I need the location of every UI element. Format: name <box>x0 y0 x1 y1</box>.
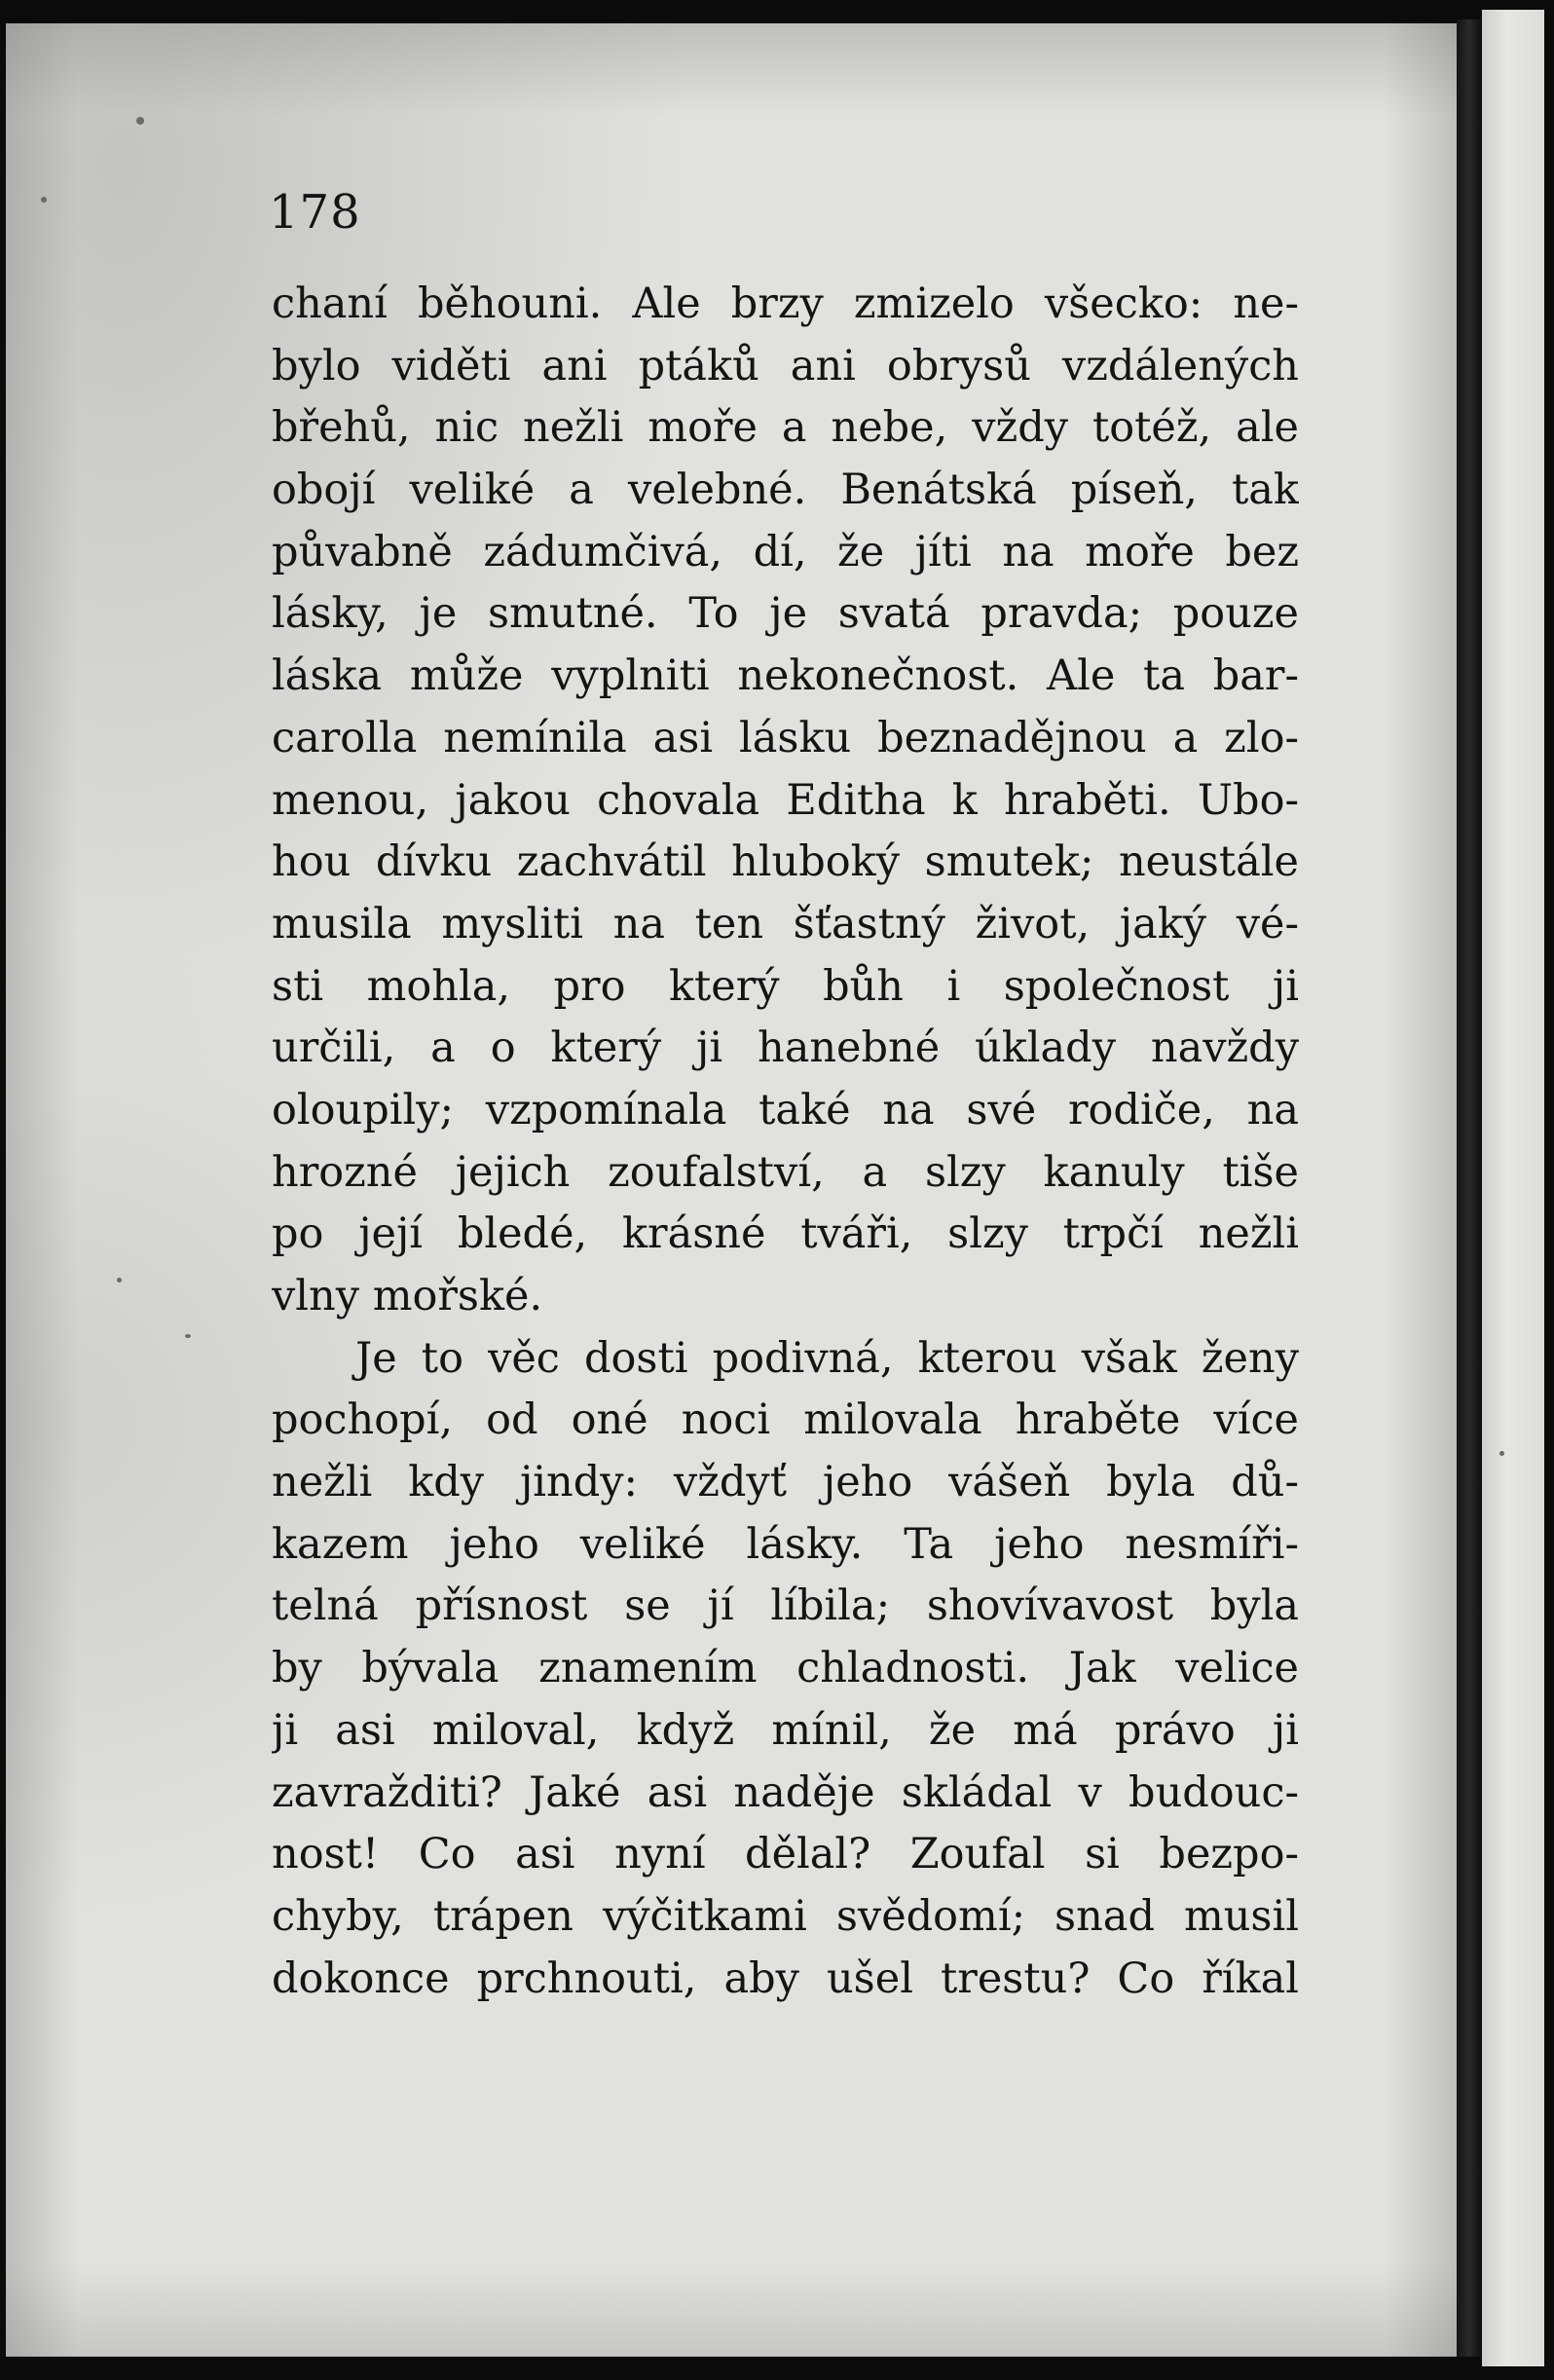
text-line: zavražditi? Jaké asi naděje skládal v budouc- <box>272 1767 1299 1817</box>
text-line: sti mohla, pro který bůh i společnost ji <box>272 961 1299 1011</box>
paper-speck <box>136 117 144 125</box>
text-line: carolla nemínila asi lásku beznadějnou a zlo- <box>272 713 1299 762</box>
paragraph-first-line: Je to věc dosti podivná, kterou však ženy <box>355 1333 1299 1383</box>
text-line: po její bledé, krásné tváři, slzy trpčí nežli <box>272 1209 1299 1259</box>
paragraph-end-line: vlny mořské. <box>272 1272 543 1320</box>
paper-speck <box>41 197 47 203</box>
text-line: menou, jakou chovala Editha k hraběti. Ubo- <box>272 775 1299 825</box>
text-line: obojí veliké a velebné. Benátská píseň, tak <box>272 465 1299 515</box>
text-line: nost! Co asi nyní dělal? Zoufal si bezpo- <box>272 1830 1299 1879</box>
book-gutter <box>1457 19 1482 2357</box>
body-text <box>272 274 1299 2010</box>
text-line: nežli kdy jindy: vždyť jeho vášeň byla dů- <box>272 1458 1299 1507</box>
text-line: chaní běhouni. Ale brzy zmizelo všecko: ne- <box>272 279 1299 328</box>
page-number: 178 <box>269 185 361 240</box>
text-line: určili, a o který ji hanebné úklady navždy <box>272 1023 1299 1073</box>
text-line: pochopí, od oné noci milovala hraběte více <box>272 1395 1299 1445</box>
paper-speck <box>185 1334 191 1338</box>
text-line: ji asi miloval, když mínil, že má právo ji <box>272 1705 1299 1755</box>
text-line: musila mysliti na ten šťastný život, jaký vé- <box>272 899 1299 948</box>
adjacent-page-edge <box>1482 10 1544 2366</box>
paper-speck <box>117 1278 122 1283</box>
text-line: hou dívku zachvátil hluboký smutek; neustále <box>272 837 1299 887</box>
text-line: oloupily; vzpomínala také na své rodiče, na <box>272 1085 1299 1134</box>
text-line: chyby, trápen výčitkami svědomí; snad musil <box>272 1891 1299 1941</box>
text-line: dokonce prchnouti, aby ušel trestu? Co říkal <box>272 1953 1299 2003</box>
text-line: bylo viděti ani ptáků ani obrysů vzdálených <box>272 341 1299 390</box>
text-line: lásky, je smutné. To je svatá pravda; pouze <box>272 589 1299 639</box>
paper-speck <box>1499 1451 1504 1456</box>
text-line: by bývala znamením chladnosti. Jak velice <box>272 1644 1299 1693</box>
text-line: kazem jeho veliké lásky. Ta jeho nesmíři- <box>272 1519 1299 1569</box>
text-line: telná přísnost se jí líbila; shovívavost byla <box>272 1581 1299 1631</box>
text-line: hrozné jejich zoufalství, a slzy kanuly tiše <box>272 1147 1299 1197</box>
text-line: půvabně zádumčivá, dí, že jíti na moře bez <box>272 527 1299 576</box>
text-line: láska může vyplniti nekonečnost. Ale ta bar- <box>272 651 1299 701</box>
text-line: břehů, nic nežli moře a nebe, vždy totéž, ale <box>272 403 1299 453</box>
